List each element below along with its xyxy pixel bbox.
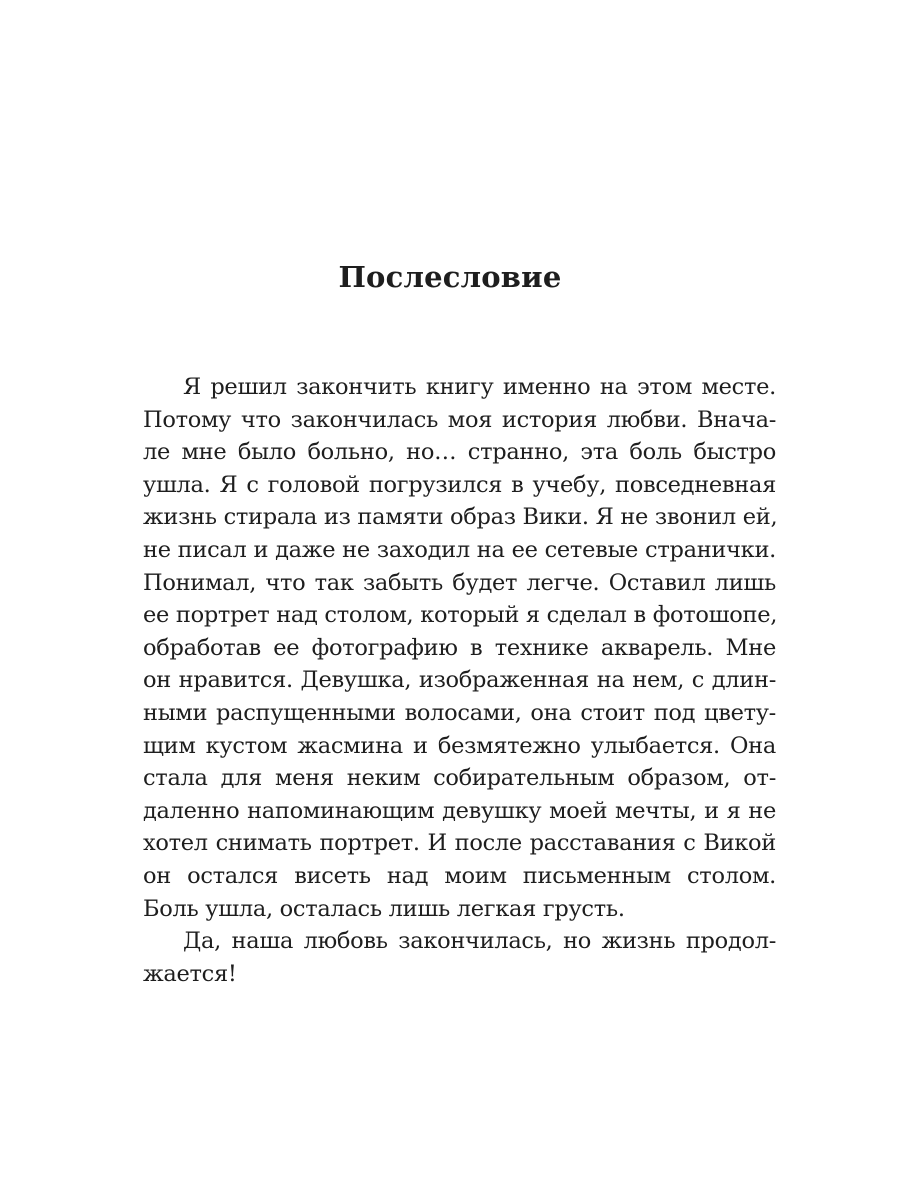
text-line: жается! bbox=[143, 960, 237, 987]
text-line: он остался висеть над моим письменным столом. bbox=[143, 862, 776, 889]
text-line: стала для меня неким собирательным образом, от- bbox=[143, 765, 776, 792]
text-line: ушла. Я с головой погрузился в учебу, повседневная bbox=[143, 471, 776, 498]
text-line: ле мне было больно, но… странно, эта боль быстро bbox=[143, 439, 776, 466]
text-line: хотел снимать портрет. И после расставания с Викой bbox=[143, 830, 776, 857]
text-line: Понимал, что так забыть будет легче. Оставил лишь bbox=[143, 569, 776, 596]
paragraph-2 bbox=[143, 925, 776, 990]
text-line: даленно напоминающим девушку моей мечты, и я не bbox=[143, 797, 776, 824]
text-line: обработав ее фотографию в технике акварель. Мне bbox=[143, 634, 776, 661]
text-line: Боль ушла, осталась лишь легкая грусть. bbox=[143, 895, 625, 922]
chapter-body bbox=[143, 371, 776, 990]
text-line: Я решил закончить книгу именно на этом месте. bbox=[183, 374, 776, 400]
text-line: Потому что закончилась моя история любви. Внача- bbox=[143, 406, 776, 433]
paragraph-1 bbox=[143, 371, 776, 925]
chapter-title: Послесловие bbox=[338, 260, 562, 294]
text-line: щим кустом жасмина и безмятежно улыбается. Она bbox=[143, 732, 776, 759]
text-line: ными распущенными волосами, она стоит под цвету- bbox=[143, 699, 776, 726]
text-line: не писал и даже не заходил на ее сетевые странички. bbox=[143, 536, 776, 563]
text-line: он нравится. Девушка, изображенная на нем, с длин- bbox=[143, 667, 776, 694]
text-line: ее портрет над столом, который я сделал в фотошопе, bbox=[143, 602, 778, 629]
text-line: жизнь стирала из памяти образ Вики. Я не звонил ей, bbox=[143, 504, 778, 531]
text-line: Да, наша любовь закончилась, но жизнь продол- bbox=[183, 928, 776, 955]
